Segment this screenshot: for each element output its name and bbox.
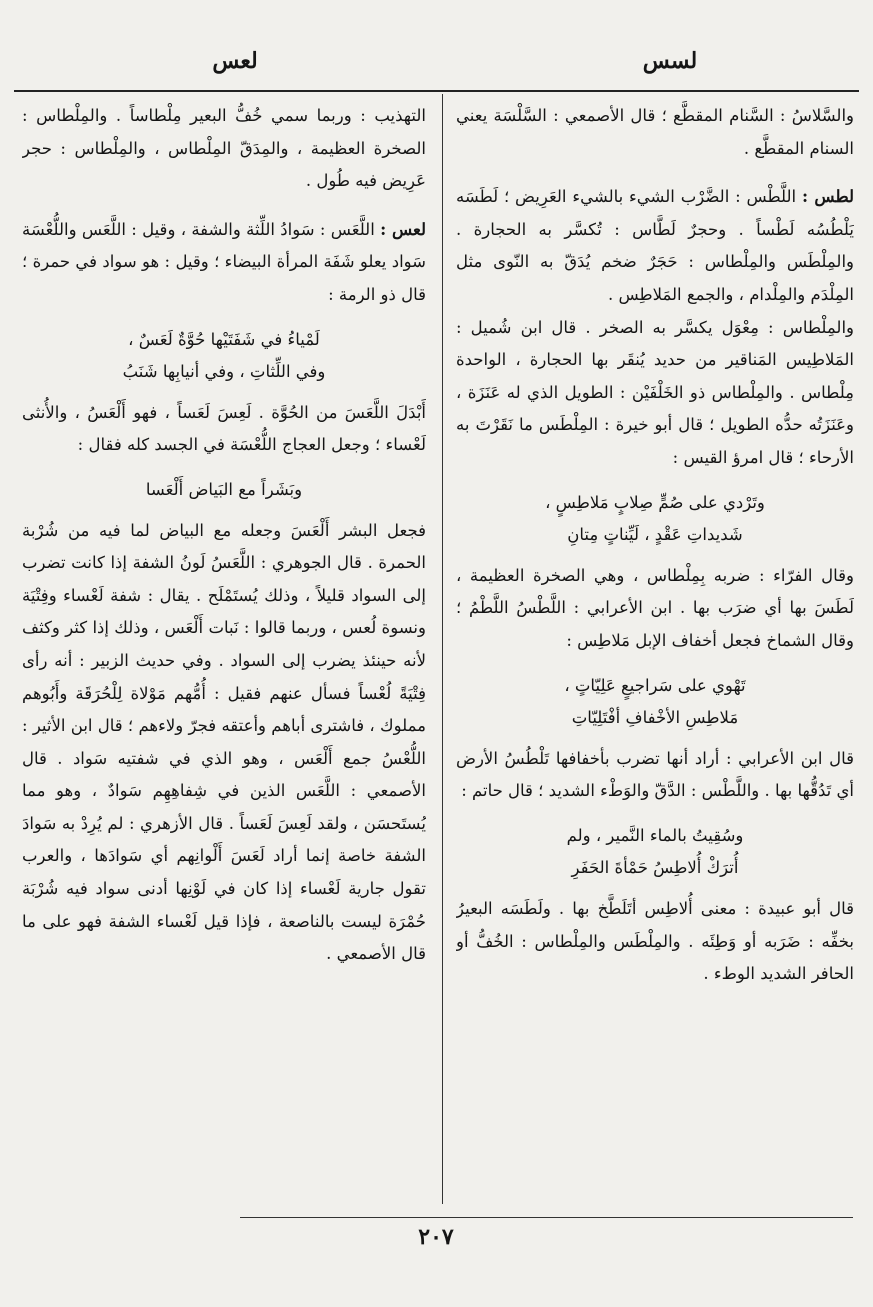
- verse-block: [22, 324, 426, 389]
- entry-paragraph: قال ابن الأعرابي : أراد أنها تضرب بأخفافها تَلْطُسُ الأرض أي تَدُقُّها بها . واللَّطْس : الدَّقّ والوَطْء الشديد ؛ قال حاتم :: [456, 748, 854, 801]
- entry-paragraph: [22, 214, 426, 312]
- verse-block: [456, 487, 854, 552]
- entry-paragraph: التهذيب : وربما سمي خُفُّ البعير مِلْطاساً . والمِلْطاس : الصخرة العظيمة ، والمِدَقّ المِلْطاس ، والمِلْطاس : حجر عَرِيض فيه طُول .: [22, 106, 426, 191]
- top-rule: [14, 90, 859, 92]
- verse-block: [456, 670, 854, 735]
- left-column: [22, 100, 426, 1208]
- entry-text: اللَّطْس : الضَّرْب الشيء بالشيء العَرِيض ؛ لَطَسَه يَلْطُسُه لَطْساً . وحجرٌ لَطَّاس : تُكسَّر به الحجارة . والمِلْطَس والمِلْطاس : حَجَرٌ ضخم يُدَقّ به النّوى مثل المِلْدَم والمِلْدام ، والجمع المَلاطِس .: [456, 187, 854, 304]
- verse-line: وبَشَراً مع البَياض أَلْعَسا: [145, 479, 303, 499]
- verse-line: مَلاطِسِ الأخْفافِ أفْتَلِيّاتِ: [571, 708, 739, 728]
- verse-line: أُترَكْ أُلاطِسُ حَمْأةَ الحَفَرِ: [571, 858, 739, 878]
- verse-line: وسُقِيتُ بالماء النَّمير ، ولم: [566, 825, 744, 845]
- verse-line: شَديداتِ عَقْدٍ ، لَيِّناتٍ مِتانِ: [567, 525, 743, 545]
- entry-paragraph: أَبْدَلَ اللَّعَسَ من الحُوَّة . لَعِسَ لَعَساً ، فهو أَلْعَسُ ، والأُنثى لَعْساء ؛ وجعل العجاج اللُّعْسَة في الجسد كله فقال :: [22, 402, 426, 455]
- right-column: [456, 100, 854, 1208]
- verse-block: [456, 820, 854, 885]
- verse-block: [22, 474, 426, 507]
- entry-paragraph: وقال الفرّاء : ضربه بِمِلْطاس ، وهي الصخرة العظيمة ، لَطَسَ بها أي ضرَب بها . ابن الأعرابي : اللَّطْسُ اللَّطْمُ ؛ وقال الشماخ فجعل أخفاف الإبل مَلاطِس :: [456, 565, 854, 650]
- bottom-rule: [240, 1217, 853, 1218]
- verse-line: لَمْياءُ في شَفَتَيْها حُوَّةٌ لَعَسٌ ،: [128, 329, 320, 349]
- entry-paragraph: والسَّلاسُ : السَّنام المقطَّع ؛ قال الأصمعي : السَّلْسَة يعني السنام المقطَّع .: [456, 106, 854, 158]
- entry-text: اللَّعَس : سَوادُ اللِّثة والشفة ، وقيل : اللَّعَس واللُّعْسَة سَواد يعلو شَفَة المرأة البيضاء ؛ وقيل : هو سواد في حمرة ؛ قال ذو الرمة :: [22, 219, 426, 304]
- verse-line: تَهْوي على سَراجيعٍ عَلِيّاتٍ ،: [564, 675, 746, 695]
- page-number: ٢٠٧: [418, 1224, 454, 1250]
- entry-paragraph: [456, 181, 854, 311]
- right-column-headword: لسس: [642, 48, 698, 74]
- column-divider: [442, 94, 443, 1204]
- entry-head-ls: لعس :: [380, 219, 426, 239]
- verse-line: وتَرْدي على صُمٍّ صِلابٍ مَلاطِسٍ ،: [545, 492, 765, 512]
- verse-line: وفي اللِّثاتِ ، وفي أنيابِها شَنَبُ: [122, 362, 326, 382]
- entry-paragraph: والمِلْطاس : مِعْوَل يكسَّر به الصخر . قال ابن شُميل : المَلاطِيس المَناقير من حديد يُنقَر بها الحجارة ، الواحدة مِلْطاس . والمِلْطاس ذو الخَلْفَيْن : الطويل الذي له عَنَزَة ، وعَنَزَتُه حدُّه الطويل ؛ قال أبو خيرة : المِلْطَس ما نَقَرْتَ به الأرحاء ؛ قال امرؤ القيس :: [456, 317, 854, 467]
- entry-paragraph: قال أبو عبيدة : معنى أُلاطِس أتَلَطَّخ بها . ولَطَسَه البعيرُ بخفِّه : ضَرَبه أو وَطِئَه . والمِلْطَس والمِلْطاس : الخُفُّ أو الحافر الشديد الوطء .: [456, 899, 854, 984]
- entry-head-lts: لطس :: [801, 187, 854, 207]
- left-column-headword: لعس: [212, 48, 258, 74]
- entry-paragraph: فجعل البشر أَلْعَسَ وجعله مع البياض لما فيه من شُرْبة الحمرة . قال الجوهري : اللَّعَسُ لَونُ الشفة إذا كانت تضرب إلى السواد قليلاً ، وذلك يُستَمْلَح . يقال : شفة لَعْساء وفِتْيَة ونسوة لُعس ، وربما قالوا : نَبات أَلْعَس ، وذلك إذا كثر وكثف لأنه حينئذ يضرب إلى السواد . وفي حديث الزبير : أنه رأى فِتْيَةً لُعْساً فسأل عنهم فقيل : أُمُّهم مَوْلاة لِلْحُرَقَة وأَبُوهم مملوك ، فاشترى أباهم وأعتقه فجرّ ولاءهم ؛ قال ابن الأثير : اللُّعْسُ جمع أَلْعَس ، وهو الذي في شفتيه سَواد . قال الأصمعي : اللَّعَس الذين في شِفاهِهِم سَوادٌ ، وهو مما يُستَحسَن ، ولقد لَعِسَ لَعَساً . قال الأزهري : لم يُرِدْ به سَوادَ الشفة خاصة إنما أراد لَعَسَ أَلْوانِهم أي سَوادَها ، والعرب تقول جارية لَعْساء إذا كان في لَوْنِها أدنى سواد فيه شُرْبَة حُمْرَة ليست بالناصعة ، فإذا قيل لَعْساء الشفة فهو على ما قال الأصمعي .: [22, 520, 426, 964]
